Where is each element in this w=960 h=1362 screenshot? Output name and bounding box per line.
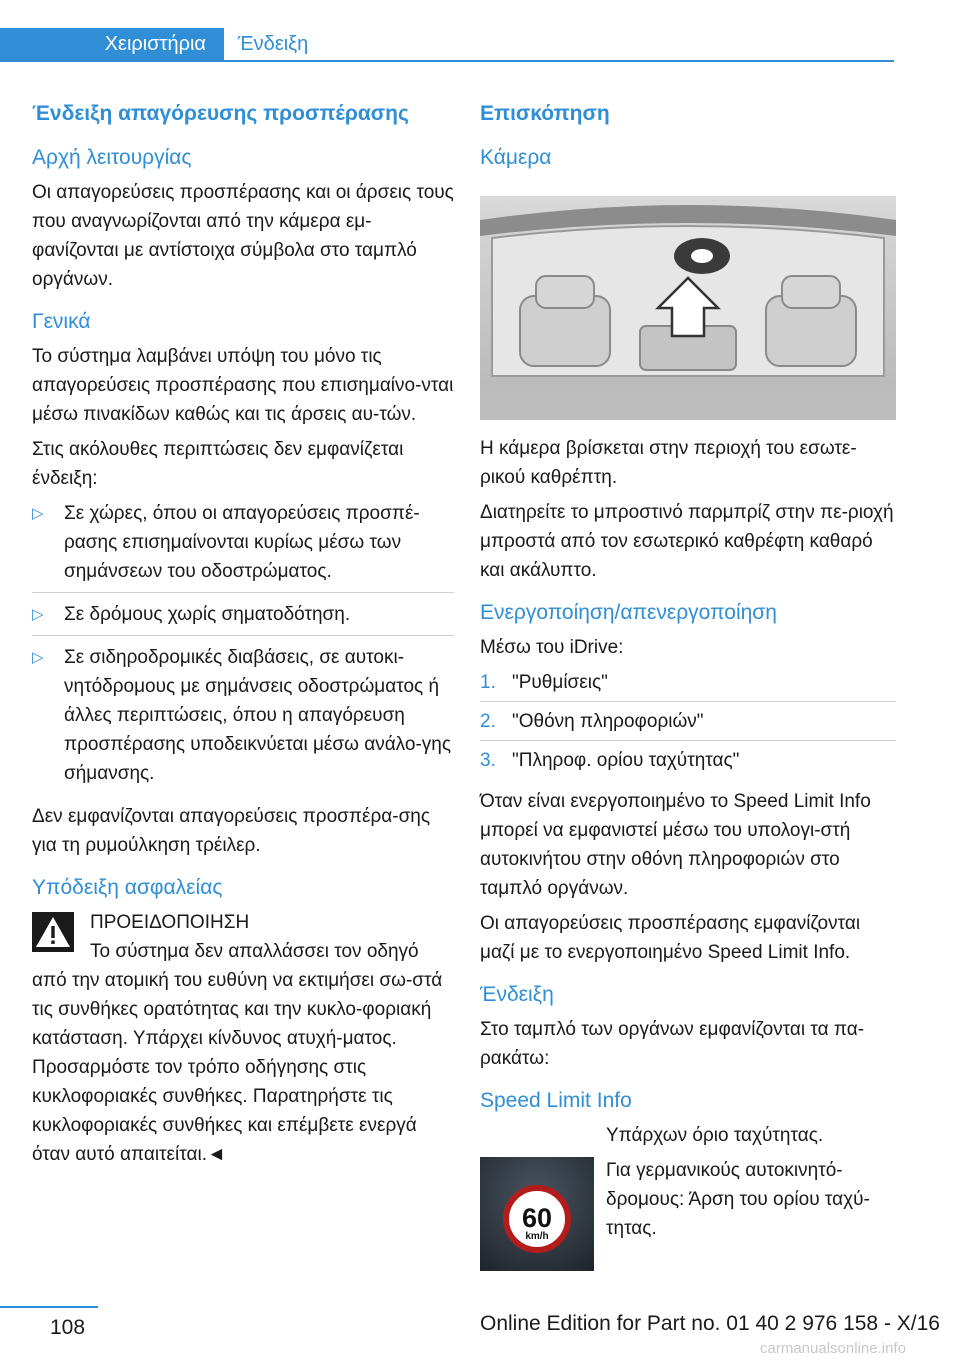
speed-limit-block [480, 1121, 896, 1243]
general-text-2: Στις ακόλουθες περιπτώσεις δεν εμφανίζεται ένδειξη: [32, 439, 404, 489]
list-item [480, 707, 896, 741]
step-number: 2. [480, 711, 496, 732]
section-title-overview: Επισκόπηση [480, 102, 610, 125]
triangle-bullet-icon: ▷ [32, 606, 44, 623]
footer-rule [0, 1306, 98, 1308]
list-item [480, 668, 896, 702]
list-item [32, 600, 454, 636]
list-item [32, 499, 454, 593]
header-tab-display[interactable]: Ένδειξη [238, 32, 309, 55]
list-item [480, 746, 896, 779]
step-text: "Πληροφ. ορίου ταχύτητας" [512, 750, 740, 771]
list-item-text: Σε δρόμους χωρίς σηματοδότηση. [64, 604, 351, 625]
header-tab-controls[interactable]: Χειριστήρια [0, 28, 224, 60]
general-text-3: Δεν εμφανίζονται απαγορεύσεις προσπέρα‐σης για τη ρυμούλκηση τρέιλερ. [32, 806, 431, 856]
sign-unit: km/h [525, 1231, 549, 1242]
camera-text-1: Η κάμερα βρίσκεται στην περιοχή του εσωτε‐ρικού καθρέπτη. [480, 438, 857, 488]
page-number: 108 [50, 1316, 86, 1339]
warning-first-line: Το σύστημα δεν απαλλάσσει τον οδηγό [90, 941, 419, 962]
watermark: carmanualsonline.info [760, 1340, 906, 1357]
step-text: "Οθόνη πληροφοριών" [512, 711, 704, 732]
warning-label: ΠΡΟΕΙΔΟΠΟΙΗΣΗ [90, 912, 250, 933]
steps-list [480, 668, 896, 779]
heading-activation: Ενεργοποίηση/απενεργοποίηση [480, 601, 777, 624]
heading-principle: Αρχή λειτουργίας [32, 146, 192, 169]
right-column [480, 96, 896, 1249]
triangle-bullet-icon: ▷ [32, 649, 44, 666]
principle-text: Οι απαγορεύσεις προσπέρασης και οι άρσεις τους που αναγνωρίζονται από την κάμερα εμ‐φανίζονται με αντίστοιχα σύμβολα στο ταμπλό οργάνων. [32, 182, 454, 290]
heading-display: Ένδειξη [480, 983, 554, 1006]
warning-box [32, 908, 454, 966]
list-item-text: Σε σιδηροδρομικές διαβάσεις, σε αυτοκι‐νητόδρομους με σημάνσεις οδοστρώματος ή άλλες περιπτώσεις, όπου η απαγόρευση προσπέρασης υποδεικνύεται μέσω ανάλο‐γης σήμανσης. [64, 647, 452, 784]
section-title-overtaking: Ένδειξη απαγόρευσης προσπέρασης [32, 102, 409, 125]
heading-speed-limit-info: Speed Limit Info [480, 1089, 632, 1112]
heading-camera: Κάμερα [480, 146, 552, 169]
step-number: 1. [480, 672, 496, 693]
general-text-1: Το σύστημα λαμβάνει υπόψη του μόνο τις απαγορεύσεις προσπέρασης που επισημαίνο‐νται μέσω πινακίδων καθώς και τις άρσεις αυ‐τών. [32, 346, 454, 425]
activation-text-1: Μέσω του iDrive: [480, 637, 624, 658]
activation-text-2: Όταν είναι ενεργοποιημένο το Speed Limit Info μπορεί να εμφανιστεί μέσω του υπολογι‐στή αυτοκινήτου στην οθόνη πληροφοριών στο ταμπλό οργάνων. [480, 791, 871, 899]
camera-text-2: Διατηρείτε το μπροστινό παρμπρίζ στην πε‐ριοχή μπροστά από τον εσωτερικό καθρέφτη καθαρό και ακάλυπτο. [480, 502, 894, 581]
exception-list [32, 499, 454, 794]
step-number: 3. [480, 750, 496, 771]
list-item [32, 643, 454, 794]
header-rule [0, 60, 894, 62]
warning-triangle-icon [32, 912, 74, 952]
page-header [0, 0, 960, 62]
speed-limit-texts [606, 1121, 896, 1243]
heading-general: Γενικά [32, 310, 91, 333]
speed-limit-text-2: Για γερμανικούς αυτοκινητό‐δρομους: Άρση του ορίου ταχύ‐τητας. [606, 1160, 870, 1239]
warning-text: από την ατομική του ευθύνη να εκτιμήσει σω‐στά τις συνθήκες ορατότητας και την κυκλο‐φοριακή κατάσταση. Υπάρχει κίνδυνος ατυχή‐ματος. Προσαρμόστε τον τρόπο οδήγησης στις κυκλοφοριακές συνθήκες. Παρατηρήστε τις κυκλοφοριακές συνθήκες και επέμβετε ενεργά όταν αυτό απαιτείται.◄ [32, 970, 443, 1165]
activation-text-3: Οι απαγορεύσεις προσπέρασης εμφανίζονται μαζί με το ενεργοποιημένο Speed Limit Info. [480, 913, 861, 963]
sign-value: 60 [521, 1203, 553, 1233]
left-column [32, 96, 454, 1175]
speed-limit-sign-icon [480, 1157, 594, 1271]
step-text: "Ρυθμίσεις" [512, 672, 608, 693]
list-item-text: Σε χώρες, όπου οι απαγορεύσεις προσπέ‐ρασης επισημαίνονται κυρίως μέσω των σημάνσεων του οδοστρώματος. [64, 503, 420, 582]
heading-safety: Υπόδειξη ασφαλείας [32, 876, 223, 899]
display-text: Στο ταμπλό των οργάνων εμφανίζονται τα πα‐ρακάτω: [480, 1019, 865, 1069]
triangle-bullet-icon: ▷ [32, 505, 44, 522]
speed-limit-text-1: Υπάρχων όριο ταχύτητας. [606, 1125, 824, 1146]
camera-location-image [480, 196, 896, 420]
edition-note: Online Edition for Part no. 01 40 2 976 158 - X/16 [480, 1312, 940, 1335]
